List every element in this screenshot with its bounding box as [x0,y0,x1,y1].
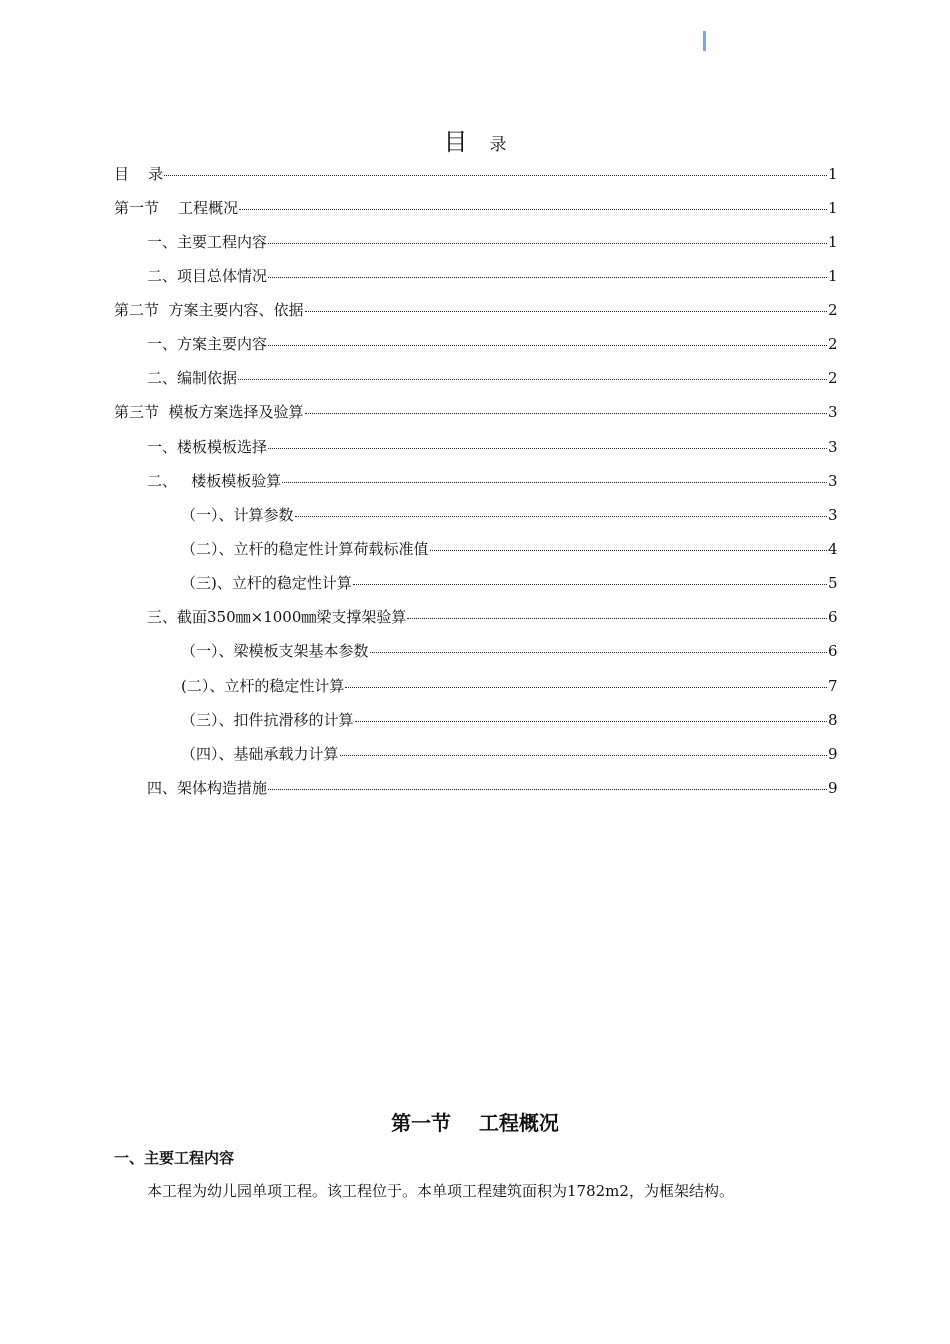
toc-page-number: 3 [828,472,838,490]
toc-page-number: 7 [828,677,838,695]
toc-page-number: 1 [828,165,838,183]
toc-entry[interactable] [147,436,837,458]
toc-leader-dots [305,311,827,312]
toc-entry[interactable] [181,504,837,526]
toc-leader-dots [345,687,827,688]
toc-leader-dots [340,755,827,756]
toc-leader-dots [295,516,827,517]
toc-leader-dots [239,209,827,210]
toc-page-number: 2 [828,369,838,387]
toc-leader-dots [305,413,827,414]
toc-entry-text: (二）、立杆的稳定性计算 [181,677,345,695]
toc-entry[interactable] [181,538,837,560]
toc-page-number: 3 [828,403,838,421]
toc-entry[interactable] [181,572,837,594]
toc-entry[interactable] [114,163,837,185]
toc-entry-text: 二、项目总体情况 [147,267,268,285]
toc-entry-text: 第一节 工程概况 [114,199,239,217]
toc-entry-text: （四）、基础承载力计算 [181,745,339,763]
subsection-heading: 一、主要工程内容 [114,1149,235,1167]
toc-page-number: 3 [828,438,838,456]
toc-entry-text: 目 录 [114,165,164,183]
toc-leader-dots [353,584,827,585]
toc-page-number: 1 [828,267,838,285]
toc-page-number: 2 [828,301,838,319]
toc-title-second: 录 [489,135,507,155]
toc-title [0,122,950,157]
toc-entry-text: （一）、梁模板支架基本参数 [181,642,369,660]
toc-entry[interactable] [147,470,837,492]
toc-entry[interactable] [181,640,837,662]
toc-leader-dots [268,277,827,278]
toc-leader-dots [282,482,827,483]
toc-entry-text: 二、 楼板模板验算 [147,472,282,490]
toc-page-number: 8 [828,711,838,729]
toc-title-main: 目 [443,128,468,156]
toc-entry-text: 三、截面350㎜×1000㎜梁支撑架验算 [147,608,407,626]
toc-leader-dots [268,789,827,790]
toc-page-number: 6 [828,642,838,660]
section-heading: 第一节 工程概况 [391,1111,559,1135]
toc-page-number: 3 [828,506,838,524]
toc-page-number: 9 [828,779,838,797]
toc-entry[interactable] [114,401,837,423]
toc-page-number: 1 [828,199,838,217]
toc-leader-dots [355,721,827,722]
toc-entry[interactable] [147,777,837,799]
toc-entry[interactable] [114,299,837,321]
toc-entry[interactable] [147,265,837,287]
toc-entry[interactable] [147,231,837,253]
toc-entry-text: 四、架体构造措施 [147,779,268,797]
body-paragraph: 本工程为幼儿园单项工程。该工程位于。本单项工程建筑面积为1782m2，为框架结构。 [147,1182,734,1200]
toc-leader-dots [268,448,827,449]
toc-leader-dots [370,652,827,653]
toc-entry[interactable] [181,709,837,731]
toc-leader-dots [268,243,827,244]
toc-entry-text: 一、主要工程内容 [147,233,268,251]
toc-entry[interactable] [181,743,837,765]
toc-page-number: 4 [828,540,838,558]
toc-entry-text: （二）、立杆的稳定性计算荷载标准值 [181,540,429,558]
toc-entry-text: 第三节 模板方案选择及验算 [114,403,304,421]
toc-leader-dots [238,379,827,380]
toc-entry-text: 二、编制依据 [147,369,238,387]
text-cursor-mark [703,31,706,51]
toc-entry[interactable] [147,367,837,389]
toc-page-number: 2 [828,335,838,353]
toc-entry-text: 第二节 方案主要内容、依据 [114,301,304,319]
toc-entry-text: （三)、立杆的稳定性计算 [181,574,352,592]
toc-leader-dots [268,345,827,346]
toc-entry[interactable] [181,675,837,697]
toc-page-number: 1 [828,233,838,251]
toc-entry[interactable] [147,333,837,355]
toc-leader-dots [407,618,827,619]
toc-entry[interactable] [114,197,837,219]
toc-leader-dots [430,550,827,551]
toc-page-number: 5 [828,574,838,592]
toc-entry[interactable] [147,606,837,628]
toc-entry-text: 一、楼板模板选择 [147,438,268,456]
toc-entry-text: （一）、计算参数 [181,506,294,524]
toc-page-number: 6 [828,608,838,626]
toc-entry-text: 一、方案主要内容 [147,335,268,353]
toc-page-number: 9 [828,745,838,763]
toc-entry-text: （三）、扣件抗滑移的计算 [181,711,354,729]
toc-leader-dots [164,175,827,176]
